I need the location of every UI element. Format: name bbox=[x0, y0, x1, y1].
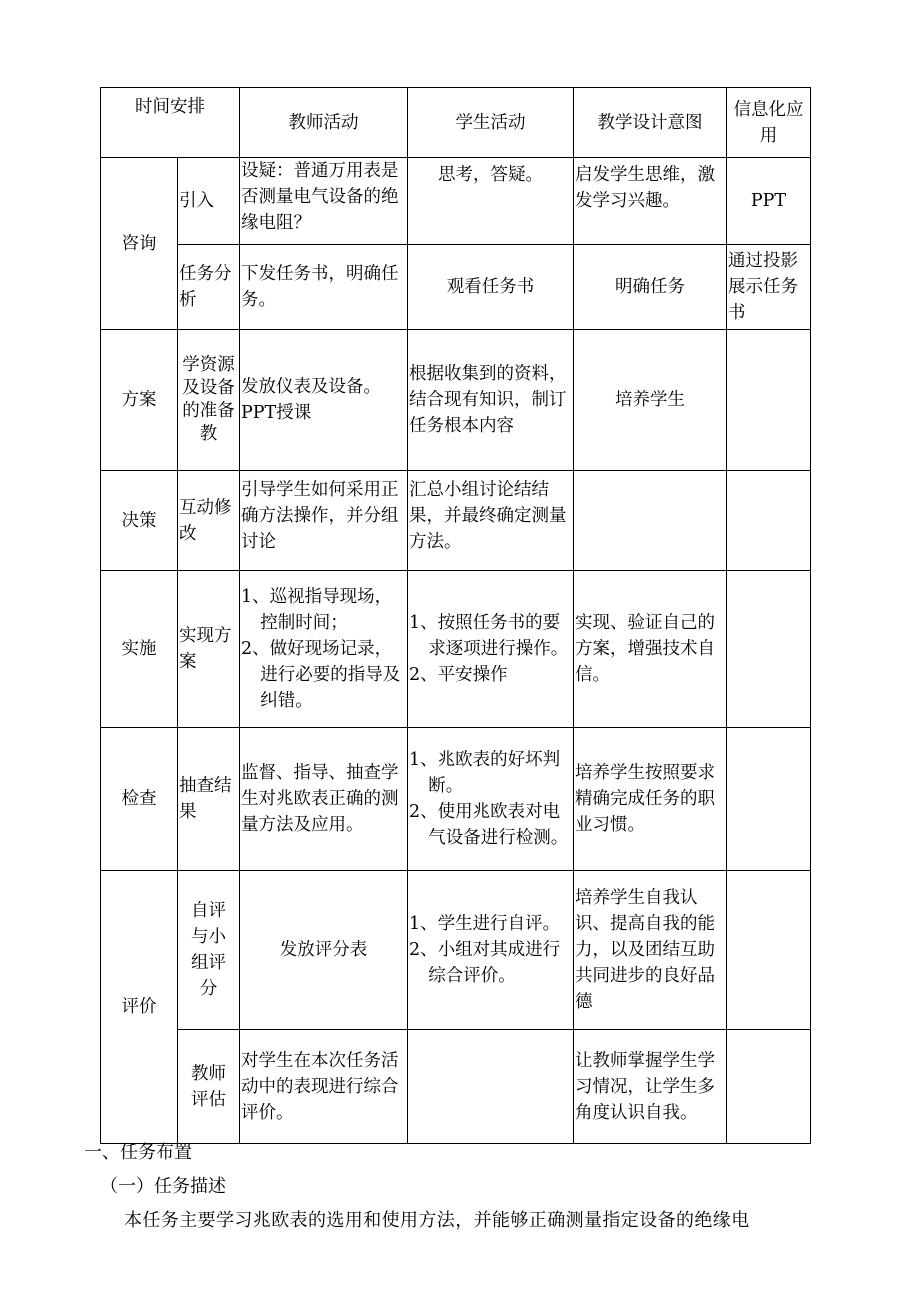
table-row bbox=[101, 471, 811, 571]
list-item: 1、兆欧表的好坏判断。 bbox=[409, 750, 561, 796]
table-row bbox=[101, 728, 811, 871]
info-cell bbox=[727, 471, 811, 571]
list-item: 1、学生进行自评。 bbox=[409, 914, 561, 934]
info-cell bbox=[727, 871, 811, 1030]
step-cell: 自评与小组评分 bbox=[178, 871, 240, 1030]
teacher-cell: 监督、指导、抽查学生对兆欧表正确的测量方法及应用。 bbox=[240, 728, 408, 871]
table-row bbox=[101, 1030, 811, 1144]
header-info: 信息化应用 bbox=[727, 88, 811, 158]
table-row bbox=[101, 158, 811, 245]
info-cell bbox=[727, 1030, 811, 1144]
teacher-cell: 发放评分表 bbox=[240, 871, 408, 1030]
list-item: 2、小组对其成进行综合评价。 bbox=[409, 940, 561, 986]
student-cell: 观看任务书 bbox=[408, 245, 574, 330]
teacher-cell: 发放仪表及设备。PPT授课 bbox=[240, 330, 408, 471]
teacher-cell: 设疑：普通万用表是否测量电气设备的绝缘电阻？ bbox=[240, 158, 408, 245]
step-cell: 教师评估 bbox=[178, 1030, 240, 1144]
student-cell: 根据收集到的资料，结合现有知识，制订任务根本内容 bbox=[408, 330, 574, 471]
info-cell: PPT bbox=[727, 158, 811, 245]
teacher-cell: 对学生在本次任务活动中的表现进行综合评价。 bbox=[240, 1030, 408, 1144]
stage-cell: 实施 bbox=[101, 571, 178, 728]
student-cell: 汇总小组讨论结结果，并最终确定测量方法。 bbox=[408, 471, 574, 571]
section-body: 本任务主要学习兆欧表的选用和使用方法，并能够正确测量指定设备的绝缘电 bbox=[124, 1210, 750, 1231]
student-cell bbox=[408, 728, 574, 871]
intent-cell: 培养学生自我认识、提高自我的能力，以及团结互助共同进步的良好品德 bbox=[574, 871, 727, 1030]
header-student: 学生活动 bbox=[408, 88, 574, 158]
list-item: 1、按照任务书的要求逐项进行操作。 bbox=[409, 613, 569, 659]
table-row bbox=[101, 330, 811, 471]
section-subheading: （一）任务描述 bbox=[100, 1176, 226, 1197]
table-row bbox=[101, 245, 811, 330]
stage-cell: 检查 bbox=[101, 728, 178, 871]
lesson-plan-table bbox=[100, 87, 811, 1144]
table-row bbox=[101, 571, 811, 728]
intent-cell: 培养学生 bbox=[574, 330, 727, 471]
step-cell: 引入 bbox=[178, 158, 240, 245]
step-cell: 互动修改 bbox=[178, 471, 240, 571]
intent-cell: 实现、验证自己的方案，增强技术自信。 bbox=[574, 571, 727, 728]
header-teacher: 教师活动 bbox=[240, 88, 408, 158]
table-row bbox=[101, 871, 811, 1030]
step-cell: 任务分析 bbox=[178, 245, 240, 330]
intent-cell bbox=[574, 471, 727, 571]
info-cell bbox=[727, 728, 811, 871]
student-cell bbox=[408, 871, 574, 1030]
stage-cell: 决策 bbox=[101, 471, 178, 571]
section-heading: 一、任务布置 bbox=[84, 1142, 192, 1163]
list-item: 2、平安操作 bbox=[409, 665, 508, 685]
student-cell: 思考，答疑。 bbox=[408, 158, 574, 245]
student-cell bbox=[408, 571, 574, 728]
step-cell: 学资源及设备的准备教 bbox=[178, 330, 240, 471]
info-cell: 通过投影展示任务书 bbox=[727, 245, 811, 330]
teacher-cell: 下发任务书，明确任务。 bbox=[240, 245, 408, 330]
student-cell bbox=[408, 1030, 574, 1144]
teacher-cell: 引导学生如何采用正确方法操作，并分组讨论 bbox=[240, 471, 408, 571]
teacher-cell bbox=[240, 571, 408, 728]
intent-cell: 明确任务 bbox=[574, 245, 727, 330]
table-header-row bbox=[101, 88, 811, 158]
header-intent: 教学设计意图 bbox=[574, 88, 727, 158]
stage-cell: 咨询 bbox=[101, 158, 178, 330]
intent-cell: 让教师掌握学生学习情况，让学生多角度认识自我。 bbox=[574, 1030, 727, 1144]
intent-cell: 启发学生思维，激发学习兴趣。 bbox=[574, 158, 727, 245]
info-cell bbox=[727, 571, 811, 728]
stage-cell: 评价 bbox=[101, 871, 178, 1144]
stage-cell: 方案 bbox=[101, 330, 178, 471]
intent-cell: 培养学生按照要求精确完成任务的职业习惯。 bbox=[574, 728, 727, 871]
step-cell: 抽查结果 bbox=[178, 728, 240, 871]
list-item: 2、使用兆欧表对电气设备进行检测。 bbox=[409, 802, 569, 848]
header-time: 时间安排 bbox=[101, 88, 240, 158]
step-cell: 实现方案 bbox=[178, 571, 240, 728]
list-item: 1、巡视指导现场，控制时间； bbox=[241, 587, 393, 633]
list-item: 2、做好现场记录，进行必要的指导及纠错。 bbox=[241, 639, 401, 711]
info-cell bbox=[727, 330, 811, 471]
